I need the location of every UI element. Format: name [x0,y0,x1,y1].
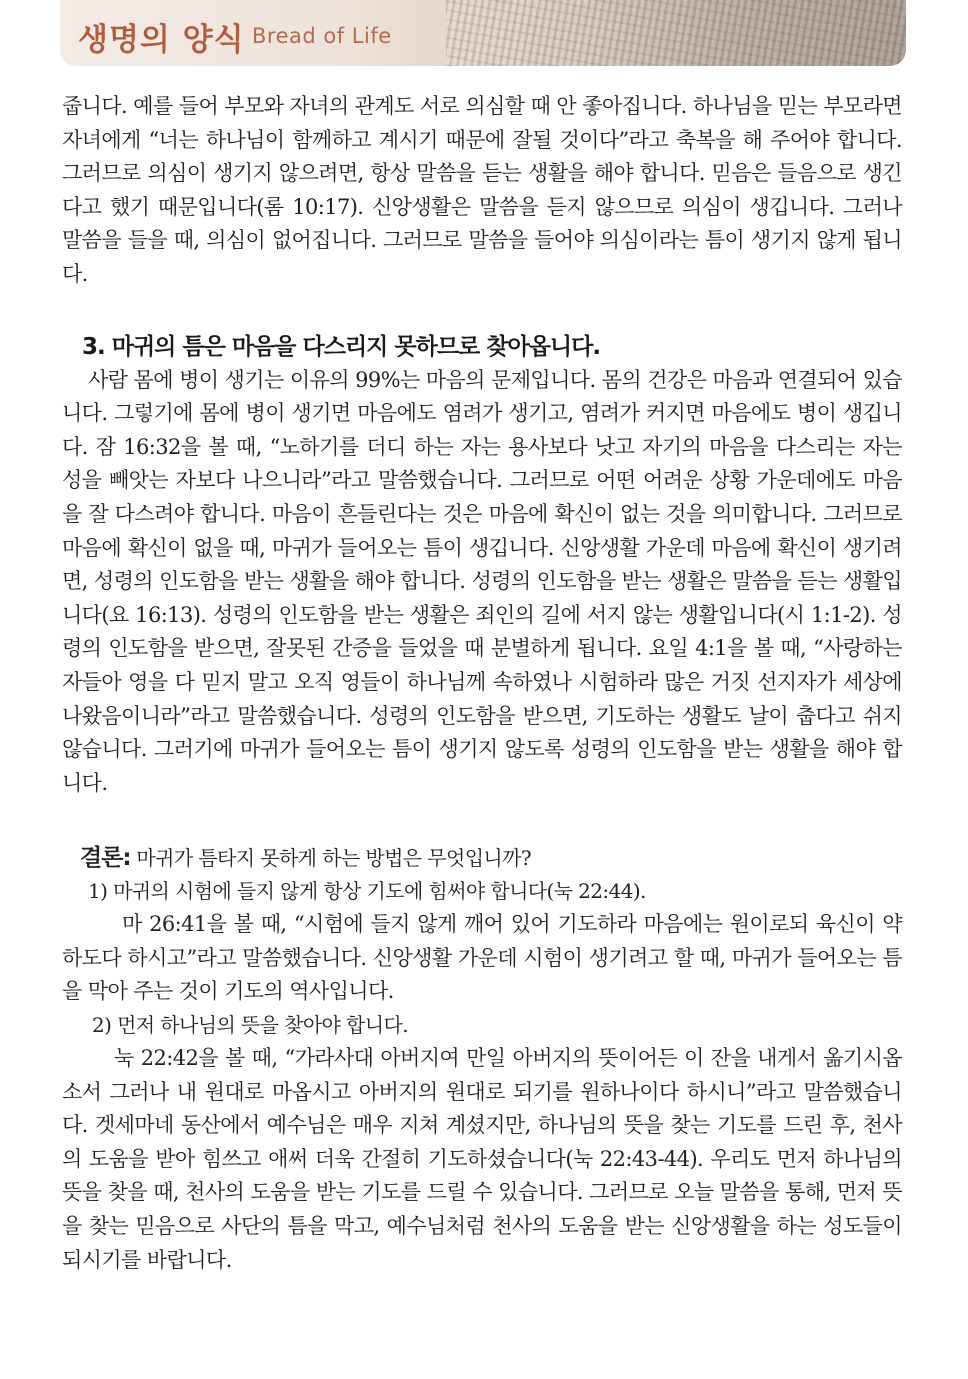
conclusion-item-2-title: 2) 먼저 하나님의 뜻을 찾아야 합니다. [92,1013,408,1038]
conclusion-question: 마귀가 틈타지 못하게 하는 방법은 무엇입니까? [130,846,531,871]
header-title-english: Bread of Life [252,24,392,48]
section-3-paragraph: 사람 몸에 병이 생기는 이유의 99%는 마음의 문제입니다. 몸의 건강은 마음과 연결되어 있습니다. 그렇기에 몸에 병이 생기면 마음에도 염려가 생기고, 염려가 커지면 마음에도 병이 생깁니다. 잠 16:32을 볼 때, “노하기를 더디 하는 자는 용사보다 낫고 자기의 마음을 다스리는 자는 성을 빼앗는 자보다 나으니라”라고 말씀했습니다. 그러므로 어떤 어려운 상황 가운데에도 마음을 잘 다스려야 합니다. 마음이 흔들린다는 것은 마음에 확신이 없는 것을 의미합니다. 그러므로 마음에 확신이 없을 때, 마귀가 들어오는 틈이 생깁니다. 신앙생활 가운데 마음에 확신이 생기려면, 성령의 인도함을 받는 생활을 해야 합니다. 성령의 인도함을 받는 생활은 말씀을 듣는 생활입니다(요 16:13). 성령의 인도함을 받는 생활은 죄인의 길에 서지 않는 생활입니다(시 1:1-2). 성령의 인도함을 받으면, 잘못된 간증을 들었을 때 분별하게 됩니다. 요일 4:1을 볼 때, “사랑하는 자들아 영을 다 믿지 말고 오직 영들이 하나님께 속하였나 시험하라 많은 거짓 선지자가 세상에 나왔음이니라”라고 말씀했습니다. 성령의 인도함을 받으면, 기도하는 생활도 날이 춥다고 쉬지 않습니다. 그러기에 마귀가 들어오는 틈이 생기지 않도록 성령의 인도함을 받는 생활을 해야 합니다. [62,367,902,795]
article-body [62,90,902,1277]
conclusion-label: 결론: [80,845,131,872]
conclusion-item-1-title: 1) 마귀의 시험에 들지 않게 항상 기도에 힘써야 합니다(눅 22:44). [88,879,646,904]
conclusion-item-2-body: 눅 22:42을 볼 때, “가라사대 아버지여 만일 아버지의 뜻이어든 이 잔을 내게서 옮기시옵소서 그러나 내 원대로 마옵시고 아버지의 원대로 되기를 원하나이다 하시니”라고 말씀했습니다. 겟세마네 동산에서 예수님은 매우 지쳐 계셨지만, 하나님의 뜻을 찾는 기도를 드린 후, 천사의 도움을 받아 힘쓰고 애써 더욱 간절히 기도하셨습니다(눅 22:43-44). 우리도 먼저 하나님의 뜻을 찾을 때, 천사의 도움을 받는 기도를 드릴 수 있습니다. 그러므로 오늘 말씀을 통해, 먼저 뜻을 찾는 믿음으로 사단의 틈을 막고, 예수님처럼 천사의 도움을 받는 신앙생활을 하는 성도들이 되시기를 바랍니다. [62,1046,902,1272]
conclusion-header [62,842,902,875]
section-3-heading: 3. 마귀의 틈은 마음을 다스리지 못하므로 찾아옵니다. [82,333,601,360]
header-title-korean: 생명의 양식 [78,22,245,58]
page-header [60,0,906,66]
intro-paragraph: 줍니다. 예를 들어 부모와 자녀의 관계도 서로 의심할 때 안 좋아집니다. 하나님을 믿는 부모라면 자녀에게 “너는 하나님이 함께하고 계시기 때문에 잘될 것이다”라고 축복을 해 주어야 합니다. 그러므로 의심이 생기지 않으려면, 항상 말씀을 듣는 생활을 해야 합니다. 믿음은 들음으로 생긴다고 했기 때문입니다(롬 10:17). 신앙생활은 말씀을 듣지 않으므로 의심이 생깁니다. 그러나 말씀을 들을 때, 의심이 없어집니다. 그러므로 말씀을 들어야 의심이라는 틈이 생기지 않게 됩니다. [62,94,902,286]
conclusion-item-1-body: 마 26:41을 볼 때, “시험에 들지 않게 깨어 있어 기도하라 마음에는 원이로되 육신이 약하도다 하시고”라고 말씀했습니다. 신앙생활 가운데 시험이 생기려고 할 때, 마귀가 들어오는 틈을 막아 주는 것이 기도의 역사입니다. [62,912,902,1004]
header-background-photo [446,0,906,66]
